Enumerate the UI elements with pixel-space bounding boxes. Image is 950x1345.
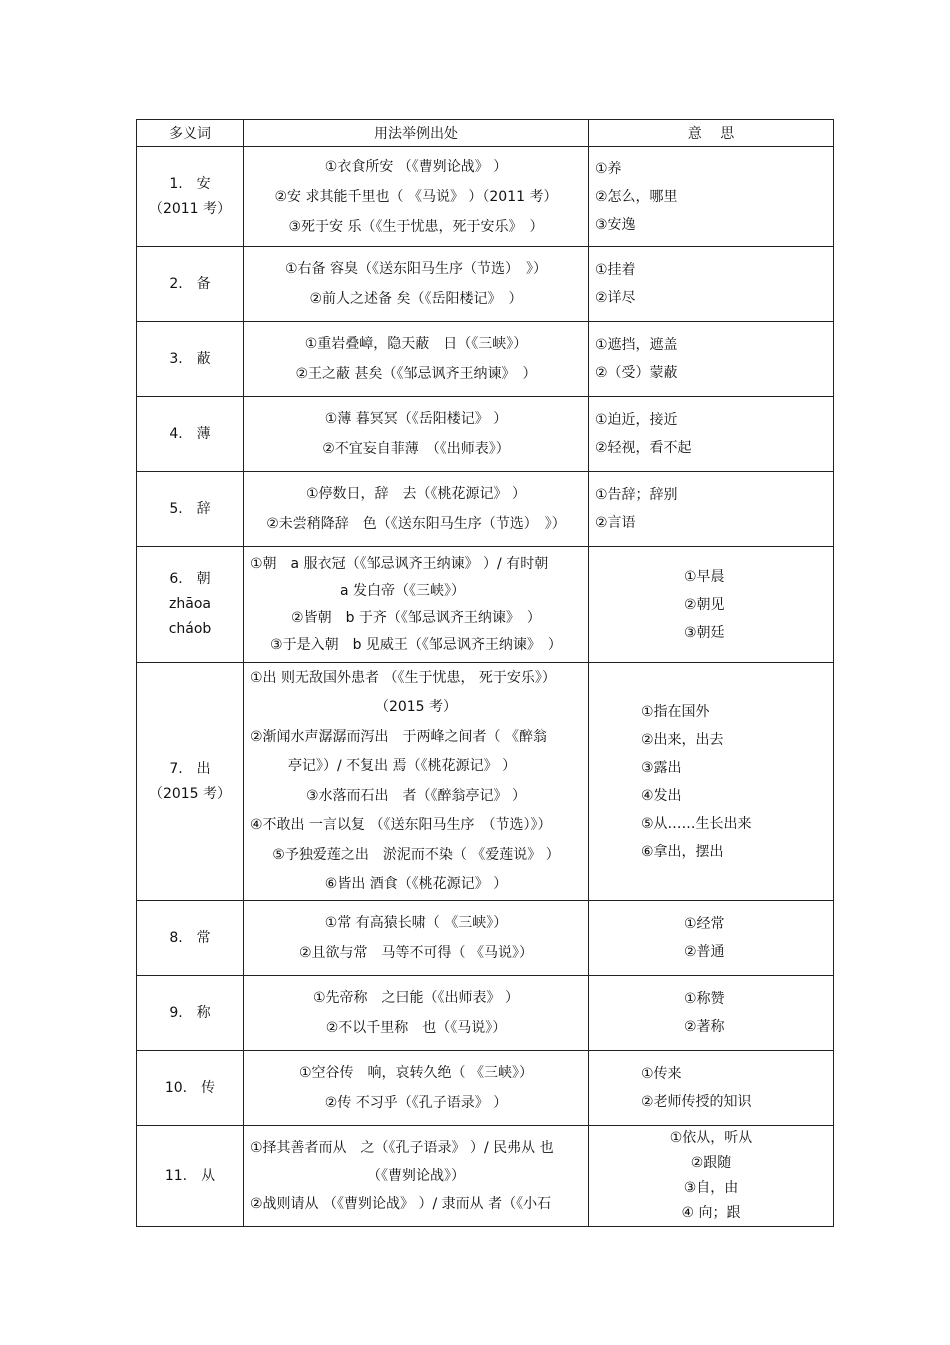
table-row (137, 1126, 834, 1227)
meaning-item: ①依从，听从 (669, 1130, 753, 1146)
usage-example: ②且欲与常 马等不可得（ 《马说》） (299, 945, 533, 961)
header-word: 多义词 (137, 120, 244, 147)
meaning-item: ①告辞；辞别 (595, 487, 678, 503)
meaning-item: ②言语 (595, 515, 636, 531)
meaning-item: ⑥拿出，摆出 (641, 843, 724, 860)
meaning-item: ②（受）蒙蔽 (595, 365, 678, 381)
table-row (137, 472, 834, 547)
usage-example: （2015 考） (374, 699, 458, 715)
meaning-item: ②著称 (684, 1019, 725, 1035)
usage-example: ①朝 a 服衣冠（《邹忌讽齐王纳谏》 ）/ 有时朝 (250, 555, 549, 572)
usage-example: a 发白帝（《三峡》） (340, 582, 466, 599)
meaning-item: ①迫近，接近 (595, 412, 678, 428)
table-header-row (137, 120, 834, 147)
usage-example: ③于是入朝 b 见威王（《邹忌讽齐王纳谏》 ） (270, 636, 562, 653)
meaning-item: ①称赞 (684, 991, 725, 1007)
usage-cell (244, 1051, 589, 1126)
usage-cell (244, 547, 589, 663)
usage-cell (244, 976, 589, 1051)
word-text: 2. 备 (169, 275, 211, 292)
usage-example: （《曹刿论战》） (367, 1168, 465, 1184)
word-text: 4. 薄 (169, 425, 211, 442)
word-text: 11. 从 (164, 1167, 216, 1184)
word-note: （2011 考） (148, 200, 232, 217)
meaning-item: ②普通 (684, 944, 725, 960)
usage-example: ①重岩叠嶂，隐天蔽 日（《三峡》） (304, 336, 528, 352)
usage-cell (244, 397, 589, 472)
usage-example: ①出 则无敌国外患者 （《生于忧患， 死于安乐》） (250, 669, 556, 686)
meaning-cell (589, 1051, 834, 1126)
word-cell (137, 976, 244, 1051)
meaning-item: ④ 向；跟 (681, 1205, 741, 1221)
usage-cell (244, 901, 589, 976)
word-cell (137, 663, 244, 901)
word-cell (137, 147, 244, 247)
usage-example: ③水落而石出 者（《醉翁亭记》 ） (305, 787, 526, 804)
usage-example: ⑤予独爱莲之出 淤泥而不染（ 《爱莲说》 ） (272, 846, 560, 863)
meaning-item: ①早晨 (684, 568, 725, 585)
usage-example: ⑥皆出 酒食（《桃花源记》 ） (324, 876, 508, 892)
usage-example: ②未尝稍降辞 色（《送东阳马生序（节选） 》） (266, 516, 566, 532)
usage-example: ②传 不习乎（《孔子语录》 ） (324, 1095, 508, 1111)
meaning-item: ①经常 (684, 916, 725, 932)
usage-example: ①衣食所安 （《曹刿论战》 ） (324, 158, 508, 175)
meaning-cell (589, 472, 834, 547)
usage-cell (244, 472, 589, 547)
meaning-item: ④发出 (641, 787, 682, 804)
meaning-item: ①传来 (641, 1066, 682, 1082)
meaning-item: ③安逸 (595, 216, 636, 233)
usage-cell (244, 322, 589, 397)
meaning-cell (589, 901, 834, 976)
meaning-item: ⑤从……生长出来 (641, 815, 752, 832)
usage-example: ②不以千里称 也（《马说》） (325, 1020, 507, 1036)
usage-cell (244, 247, 589, 322)
meaning-cell (589, 663, 834, 901)
word-text: 7. 出 (169, 760, 211, 777)
word-text: 8. 常 (169, 929, 211, 946)
meaning-item: ②跟随 (690, 1155, 732, 1171)
table-row (137, 663, 834, 901)
word-text: 6. 朝 (169, 571, 211, 587)
table-row (137, 322, 834, 397)
table-row (137, 976, 834, 1051)
meaning-item: ②轻视，看不起 (595, 440, 692, 456)
usage-example: ①空谷传 响，哀转久绝（ 《三峡》） (299, 1065, 533, 1081)
meaning-item: ①养 (595, 160, 622, 177)
meaning-item: ②出来，出去 (641, 731, 724, 748)
word-cell (137, 901, 244, 976)
meaning-item: ③自，由 (683, 1180, 739, 1196)
usage-example: ①择其善者而从 之（《孔子语录》 ）/ 民弗从 也 (250, 1140, 554, 1156)
usage-cell (244, 1126, 589, 1227)
meaning-cell (589, 547, 834, 663)
word-cell (137, 322, 244, 397)
meaning-item: ①挂着 (595, 262, 636, 278)
meaning-cell (589, 397, 834, 472)
meaning-cell (589, 247, 834, 322)
word-cell (137, 1126, 244, 1227)
usage-example: ④不敢出 一言以复 （《送东阳马生序 （节选）》） (250, 817, 552, 833)
meaning-item: ②老师传授的知识 (641, 1094, 752, 1110)
usage-example: ②皆朝 b 于齐（《邹忌讽齐王纳谏》 ） (291, 609, 541, 626)
meaning-cell (589, 1126, 834, 1227)
word-cell (137, 547, 244, 663)
word-note: （2015 考） (148, 785, 232, 802)
table-row (137, 147, 834, 247)
meaning-item: ②朝见 (684, 596, 725, 613)
meaning-item: ②怎么，哪里 (595, 188, 678, 205)
header-usage: 用法举例出处 (244, 120, 589, 147)
word-pinyin: zhāoa (169, 596, 211, 612)
meaning-item: ②详尽 (595, 290, 636, 306)
usage-example: 亭记》）/ 不复出 焉（《桃花源记》 ） (288, 758, 517, 774)
word-text: 3. 蔽 (169, 350, 211, 367)
meaning-item: ①遮挡，遮盖 (595, 337, 678, 353)
table-row (137, 247, 834, 322)
meaning-cell (589, 322, 834, 397)
word-cell (137, 472, 244, 547)
usage-example: ③死于安 乐（《生于忧患，死于安乐》 ） (288, 218, 544, 235)
usage-example: ②王之蔽 甚矣（《邹忌讽齐王纳谏》 ） (295, 366, 537, 382)
usage-example: ①停数日，辞 去（《桃花源记》 ） (305, 486, 526, 502)
meaning-item: ③露出 (641, 759, 682, 776)
meaning-item: ③朝廷 (684, 624, 725, 641)
word-cell (137, 247, 244, 322)
word-cell (137, 1051, 244, 1126)
usage-example: ②安 求其能千里也（ 《马说》 ）（2011 考） (274, 188, 558, 205)
usage-cell (244, 663, 589, 901)
usage-example: ①先帝称 之曰能（《出师表》 ） (312, 990, 519, 1006)
word-text: 9. 称 (169, 1004, 211, 1021)
usage-example: ①薄 暮冥冥（《岳阳楼记》 ） (324, 411, 508, 427)
polysemy-table (136, 119, 834, 1227)
table-row (137, 547, 834, 663)
usage-example: ②渐闻水声潺潺而泻出 于两峰之间者（ 《醉翁 (250, 728, 547, 745)
usage-example: ②战则请从 （《曹刿论战》 ）/ 隶而从 者（《小石 (250, 1196, 552, 1212)
word-text: 5. 辞 (169, 500, 211, 517)
table-row (137, 1051, 834, 1126)
table-row (137, 901, 834, 976)
meaning-cell (589, 976, 834, 1051)
meaning-item: ①指在国外 (641, 703, 710, 720)
usage-example: ①常 有高猿长啸（ 《三峡》） (324, 915, 508, 931)
table-row (137, 397, 834, 472)
usage-cell (244, 147, 589, 247)
usage-example: ②前人之述备 矣（《岳阳楼记》 ） (309, 291, 523, 307)
word-text: 10. 传 (164, 1079, 216, 1096)
word-cell (137, 397, 244, 472)
word-pinyin: cháob (168, 621, 212, 637)
word-text: 1. 安 (169, 175, 211, 192)
usage-example: ①右备 容臭（《送东阳马生序（节选） 》） (285, 261, 547, 277)
meaning-cell (589, 147, 834, 247)
usage-example: ②不宜妄自菲薄 （《出师表》） (322, 441, 510, 457)
header-meaning: 意 思 (589, 120, 834, 147)
